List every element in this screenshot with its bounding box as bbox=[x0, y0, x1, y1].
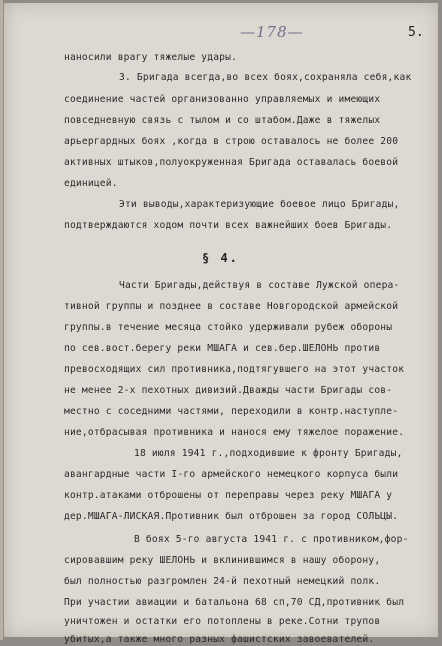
text-line: наносили врагу тяжелые удары. bbox=[64, 52, 238, 63]
text-line: был полностью разгромлен 24-й пехотный немецкий полк. bbox=[64, 576, 381, 587]
text-line: 3. Бригада всегда,во всех боях,сохраняла себя,как bbox=[119, 72, 412, 83]
text-line: контр.атаками отброшены от переправы через реку МШАГА у bbox=[64, 490, 393, 501]
text-line: единицей. bbox=[64, 178, 118, 189]
text-line: по сев.вост.берегу реки МШАГА и сев.бер.ШЕЛОНЬ против bbox=[64, 343, 381, 354]
document-page bbox=[4, 3, 438, 645]
text-line: арьергардных боях ,когда в строю оставалось не более 200 bbox=[64, 136, 399, 147]
text-line: ние,отбрасывая противника и нанося ему тяжелое поражение. bbox=[64, 427, 405, 438]
text-line: дер.МШАГА-ЛИСКАЯ.Противник был отброшен за город СОЛЬЦЫ. bbox=[64, 511, 399, 522]
text-line: подтверждаются ходом почти всех важнейших боев Бригады. bbox=[64, 220, 393, 231]
text-line: соединение частей организованно управляемых и имеющих bbox=[64, 94, 381, 105]
text-line: Части Бригады,действуя в составе Лужской опера- bbox=[119, 280, 400, 291]
text-line: активных штыков,полуокруженная Бригада оставалась боевой bbox=[64, 157, 399, 168]
text-line: В боях 5-го августа 1941 г. с противником,фор- bbox=[134, 534, 409, 545]
text-line: уничтожен и остатки его потоплены в реке.Сотни трупов bbox=[64, 616, 381, 627]
text-line: не менее 2-х пехотных дивизий.Дважды части Бригады сов- bbox=[64, 385, 393, 396]
text-line: местно с соседними частями, переходили в контр.наступле- bbox=[64, 406, 399, 417]
text-line: тивной группы и позднее в составе Новгородской армейской bbox=[64, 301, 399, 312]
page-edge bbox=[0, 0, 3, 640]
text-line: убитых,а также много разных фашистских завоевателей. bbox=[64, 634, 375, 645]
section-title: § 4. bbox=[202, 251, 239, 265]
text-line: превосходящих сил противника,подтягувшего на этот участок bbox=[64, 364, 405, 375]
text-line: группы.в течение месяца стойко удерживали рубеж обороны bbox=[64, 322, 393, 333]
text-line: 18 июля 1941 г.,подходившие к фронту Бригады, bbox=[134, 448, 403, 459]
page-number: 5. bbox=[408, 25, 424, 40]
text-line: При участии авиации и батальона 68 сп,70 СД,противник был bbox=[64, 597, 405, 608]
text-line: повседневную связь с тылом и со штабом.Даже в тяжелых bbox=[64, 115, 381, 126]
archive-number: —178— bbox=[240, 23, 304, 41]
text-line: сировавшим реку ШЕЛОНЬ и вклинившимся в нашу оборону, bbox=[64, 555, 381, 566]
text-line: Эти выводы,характеризующие боевое лицо Бригады, bbox=[119, 199, 400, 210]
text-line: авангардные части I-го армейского немецкого корпуса были bbox=[64, 469, 399, 480]
